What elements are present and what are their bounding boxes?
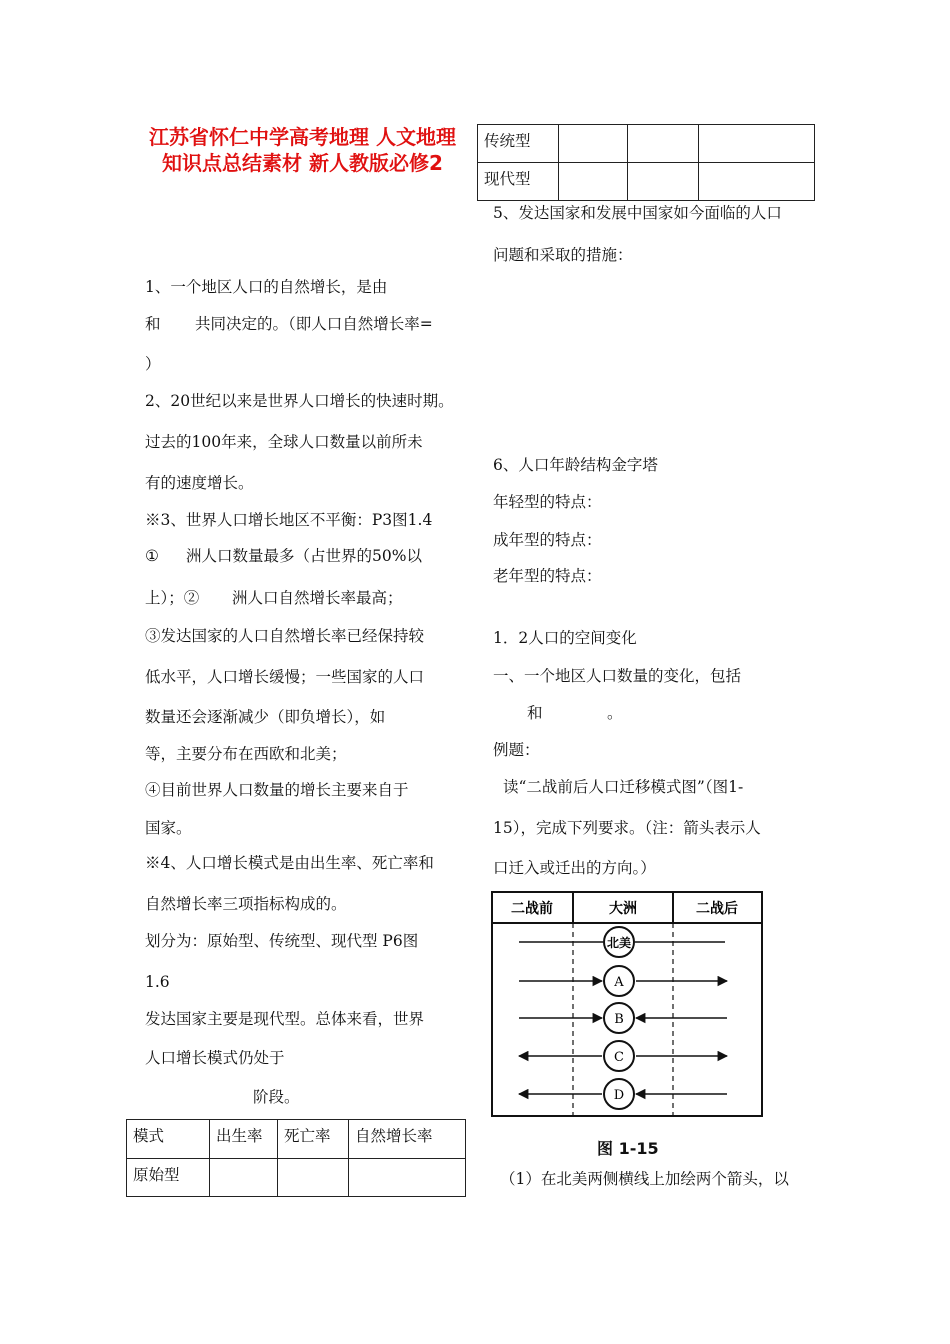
table-cell xyxy=(699,125,815,163)
text-line: 读“二战前后人口迁移模式图”（图1- xyxy=(503,778,744,796)
text-line: 国家。 xyxy=(145,819,192,837)
text-line: 1．2人口的空间变化 xyxy=(493,629,637,647)
text-line: 阶段。 xyxy=(253,1088,300,1106)
text-line: 5、发达国家和发展中国家如今面临的人口 xyxy=(493,204,782,222)
text-line: 自然增长率三项指标构成的。 xyxy=(145,895,347,913)
text-line: 6、人口年龄结构金字塔 xyxy=(493,456,658,474)
node-label: D xyxy=(613,1088,625,1103)
text-line: 共同决定的。（即人口自然增长率= xyxy=(195,315,433,333)
text-line: ） xyxy=(145,355,161,373)
text-line: 有的速度增长。 xyxy=(145,474,254,492)
table-header: 死亡率 xyxy=(278,1120,349,1159)
table-cell xyxy=(278,1159,349,1197)
text-line: 数量还会逐渐减少（即负增长），如 xyxy=(145,708,386,726)
text-line: ※4、人口增长模式是由出生率、死亡率和 xyxy=(145,854,434,872)
table-cell xyxy=(349,1159,466,1197)
table-header: 自然增长率 xyxy=(349,1120,466,1159)
node-label: C xyxy=(614,1050,624,1065)
text-line: 成年型的特点： xyxy=(493,531,602,549)
col-header-continent: 大洲 xyxy=(609,901,637,917)
figure-caption: 图 1-15 xyxy=(597,1139,659,1158)
text-line: 口迁入或迁出的方向。） xyxy=(493,859,656,877)
node-label: B xyxy=(614,1012,624,1027)
text-line: 和 xyxy=(145,315,161,333)
table-cell xyxy=(628,163,699,201)
text-line: 划分为：原始型、传统型、现代型 P6图 xyxy=(145,932,419,950)
col-header-after: 二战后 xyxy=(696,901,738,917)
text-line: 一、一个地区人口数量的变化，包括 xyxy=(493,667,742,685)
text-line: 例题： xyxy=(493,741,540,759)
text-line: ※3、世界人口增长地区不平衡：P3图1.4 xyxy=(145,511,433,529)
text-line: 上）；② xyxy=(145,589,200,607)
text-line: 问题和采取的措施： xyxy=(493,246,633,264)
table-cell xyxy=(699,163,815,201)
text-line: 。 xyxy=(607,704,623,722)
text-line: ① xyxy=(145,547,159,565)
text-line: 过去的100年来，全球人口数量以前所未 xyxy=(145,433,423,451)
table-header: 模式 xyxy=(127,1120,210,1159)
col-header-before: 二战前 xyxy=(511,901,553,917)
growth-mode-table-continued xyxy=(477,124,815,201)
table-row-label: 原始型 xyxy=(127,1159,210,1197)
text-line: 洲人口自然增长率最高； xyxy=(232,589,403,607)
text-line: 等，主要分布在西欧和北美； xyxy=(145,745,347,763)
text-line: 1.6 xyxy=(145,973,170,991)
text-line: 发达国家主要是现代型。总体来看，世界 xyxy=(145,1010,425,1028)
text-line: 1、一个地区人口的自然增长，是由 xyxy=(145,278,388,296)
table-row-label: 传统型 xyxy=(478,125,559,163)
text-line: 老年型的特点： xyxy=(493,567,602,585)
text-line: 2、20世纪以来是世界人口增长的快速时期。 xyxy=(145,392,454,410)
node-label: A xyxy=(614,975,624,990)
text-line: 低水平，人口增长缓慢；一些国家的人口 xyxy=(145,668,425,686)
growth-mode-table xyxy=(126,1119,466,1197)
node-label: 北美 xyxy=(606,936,632,950)
text-line: ④目前世界人口数量的增长主要来自于 xyxy=(145,781,409,799)
table-cell xyxy=(559,163,628,201)
text-line: （1）在北美两侧横线上加绘两个箭头，以 xyxy=(500,1170,789,1188)
text-line: 人口增长模式仍处于 xyxy=(145,1049,285,1067)
table-cell xyxy=(628,125,699,163)
table-cell xyxy=(210,1159,278,1197)
text-line: 年轻型的特点： xyxy=(493,493,602,511)
text-line: 15），完成下列要求。（注：箭头表示人 xyxy=(493,819,761,837)
text-line: ③发达国家的人口自然增长率已经保持较 xyxy=(145,627,425,645)
text-line: 和 xyxy=(527,704,543,722)
document-title: 江苏省怀仁中学高考地理 人文地理知识点总结素材 新人教版必修2 xyxy=(149,125,456,175)
table-header: 出生率 xyxy=(210,1120,278,1159)
table-cell xyxy=(559,125,628,163)
table-row-label: 现代型 xyxy=(478,163,559,201)
migration-diagram xyxy=(491,891,763,1117)
text-line: 洲人口数量最多（占世界的50%以 xyxy=(186,547,422,565)
